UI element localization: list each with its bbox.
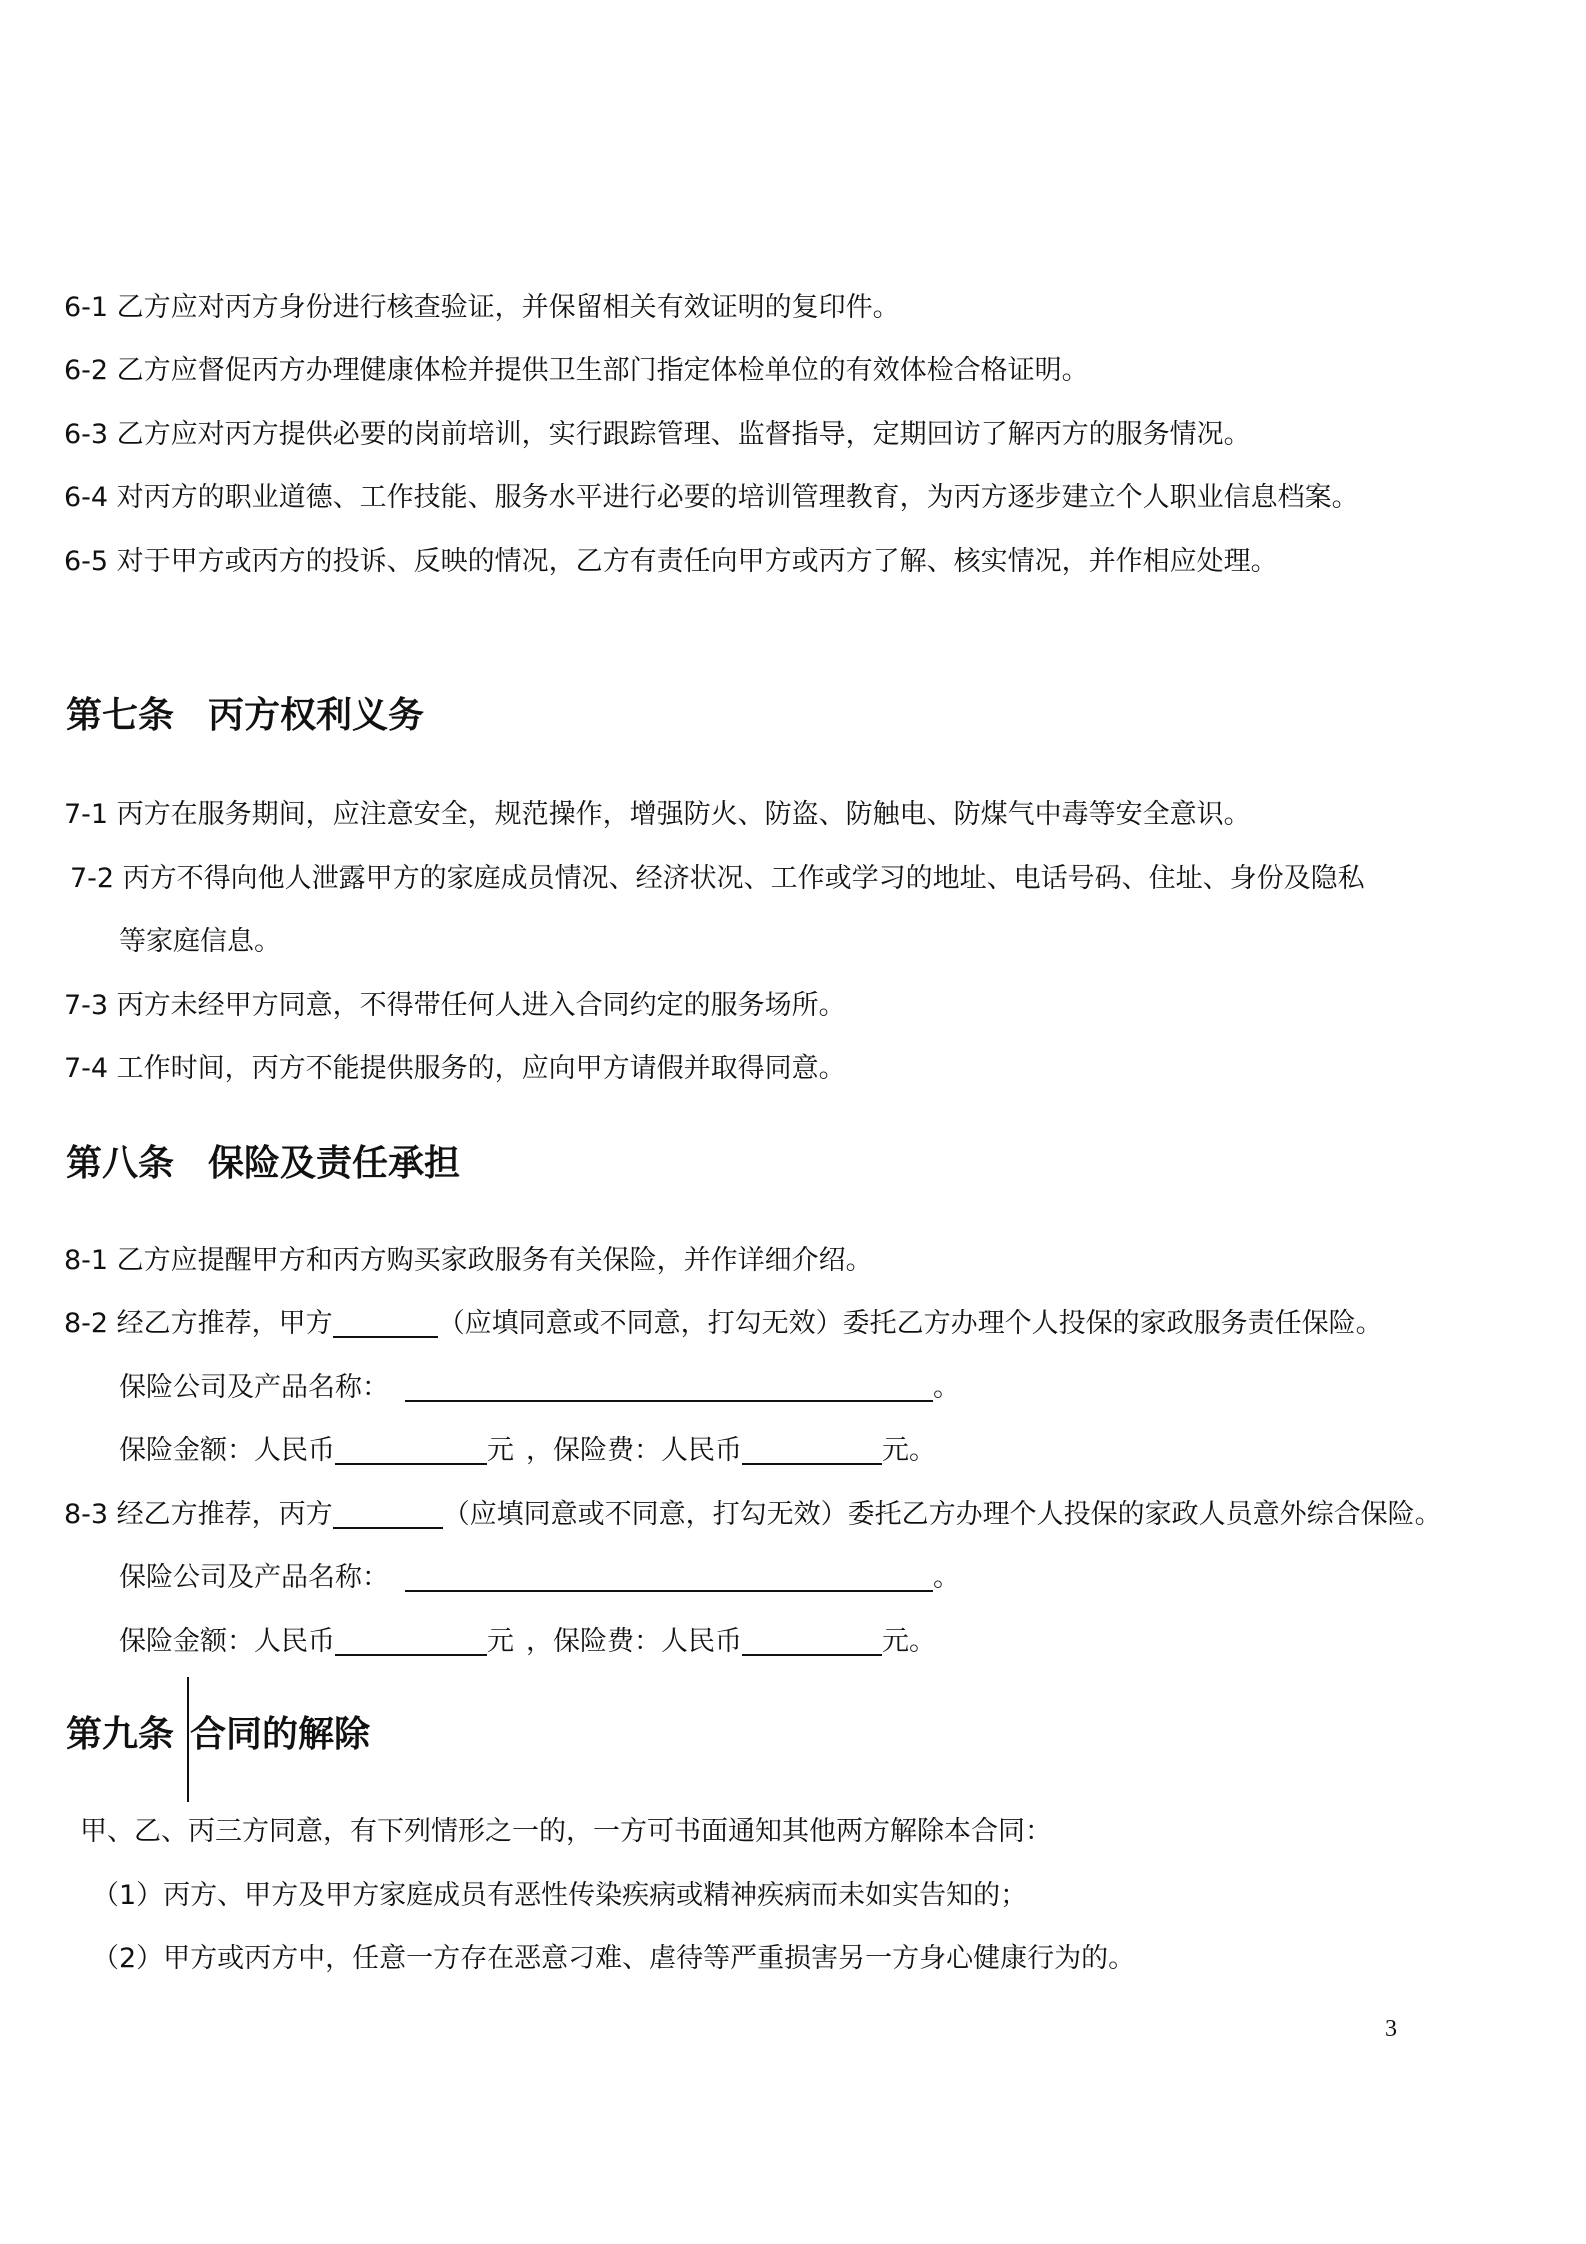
article-9-number: 第九条 bbox=[66, 1714, 175, 1755]
insured-amount-blank[interactable] bbox=[335, 1624, 487, 1656]
clause-6-4: 6-4 对丙方的职业道德、工作技能、服务水平进行必要的培训管理教育，为丙方逐步建立个人职业信息档案。 bbox=[64, 482, 1359, 513]
clause-7-2-continued: 等家庭信息。 bbox=[119, 926, 281, 957]
clause-6-2: 6-2 乙方应督促丙方办理健康体检并提供卫生部门指定体检单位的有效体检合格证明。 bbox=[64, 355, 1089, 386]
clause-7-2: 7-2 丙方不得向他人泄露甲方的家庭成员情况、经济状况、工作或学习的地址、电话号码、住址、身份及隐私 bbox=[70, 863, 1365, 894]
consent-blank-party-c[interactable] bbox=[333, 1497, 443, 1529]
insurer-name-blank[interactable] bbox=[405, 1560, 933, 1592]
insurer-period: 。 bbox=[933, 1562, 960, 1593]
insurer-label: 保险公司及产品名称： bbox=[119, 1562, 389, 1593]
clause-8-3 bbox=[64, 1497, 1442, 1533]
clause-8-1: 8-1 乙方应提醒甲方和丙方购买家政服务有关保险，并作详细介绍。 bbox=[64, 1245, 873, 1276]
article-9-item-1: （1）丙方、甲方及甲方家庭成员有恶性传染疾病或精神疾病而未如实告知的； bbox=[92, 1880, 1028, 1911]
clause-6-5: 6-5 对于甲方或丙方的投诉、反映的情况，乙方有责任向甲方或丙方了解、核实情况，并作相应处理。 bbox=[64, 546, 1278, 577]
article-9-item-2: （2）甲方或丙方中，任意一方存在恶意刁难、虐待等严重损害另一方身心健康行为的。 bbox=[92, 1943, 1136, 1974]
article-8-title: 保险及责任承担 bbox=[208, 1143, 461, 1184]
consent-blank-party-a[interactable] bbox=[333, 1306, 438, 1338]
clause-8-3-suffix: （应填同意或不同意，打勾无效）委托乙方办理个人投保的家政人员意外综合保险。 bbox=[442, 1499, 1442, 1530]
insurer-label: 保险公司及产品名称： bbox=[119, 1372, 389, 1403]
article-9-intro: 甲、乙、丙三方同意，有下列情形之一的，一方可书面通知其他两方解除本合同： bbox=[80, 1816, 1052, 1847]
insurer-line-1 bbox=[119, 1370, 960, 1406]
yuan-end-label: 元。 bbox=[882, 1626, 936, 1657]
premium-label: ，保险费：人民币 bbox=[526, 1626, 742, 1657]
article-9-title: 合同的解除 bbox=[190, 1714, 371, 1755]
insurer-name-blank[interactable] bbox=[405, 1370, 933, 1402]
yuan-end-label: 元。 bbox=[882, 1435, 936, 1466]
insurer-line-2 bbox=[119, 1560, 960, 1596]
yuan-label: 元 bbox=[487, 1435, 514, 1466]
article-7-heading bbox=[66, 693, 424, 739]
yuan-label: 元 bbox=[487, 1626, 514, 1657]
premium-blank[interactable] bbox=[742, 1624, 882, 1656]
article-8-number: 第八条 bbox=[66, 1143, 175, 1184]
premium-blank[interactable] bbox=[742, 1433, 882, 1465]
clause-7-4: 7-4 工作时间，丙方不能提供服务的，应向甲方请假并取得同意。 bbox=[64, 1053, 846, 1084]
article-7-number: 第七条 bbox=[66, 695, 175, 736]
clause-8-2-suffix: （应填同意或不同意，打勾无效）委托乙方办理个人投保的家政服务责任保险。 bbox=[437, 1308, 1383, 1339]
article-8-heading bbox=[66, 1141, 460, 1187]
clause-8-2-prefix: 8-2 经乙方推荐，甲方 bbox=[64, 1308, 333, 1339]
premium-label: ，保险费：人民币 bbox=[526, 1435, 742, 1466]
amount-line-1 bbox=[119, 1433, 936, 1469]
amount-line-2 bbox=[119, 1624, 936, 1660]
insurer-period: 。 bbox=[933, 1372, 960, 1403]
clause-8-3-prefix: 8-3 经乙方推荐，丙方 bbox=[64, 1499, 333, 1530]
page-number: 3 bbox=[1385, 2016, 1397, 2042]
clause-7-3: 7-3 丙方未经甲方同意，不得带任何人进入合同约定的服务场所。 bbox=[64, 990, 846, 1021]
clause-8-2 bbox=[64, 1306, 1383, 1342]
clause-7-1: 7-1 丙方在服务期间，应注意安全，规范操作，增强防火、防盗、防触电、防煤气中毒等安全意识。 bbox=[64, 799, 1251, 830]
clause-6-1: 6-1 乙方应对丙方身份进行核查验证，并保留相关有效证明的复印件。 bbox=[64, 292, 900, 323]
insured-amount-blank[interactable] bbox=[335, 1433, 487, 1465]
clause-6-3: 6-3 乙方应对丙方提供必要的岗前培训，实行跟踪管理、监督指导，定期回访了解丙方的服务情况。 bbox=[64, 419, 1251, 450]
amount-label: 保险金额：人民币 bbox=[119, 1626, 335, 1657]
article-9-heading bbox=[66, 1712, 370, 1758]
amount-label: 保险金额：人民币 bbox=[119, 1435, 335, 1466]
article-7-title: 丙方权利义务 bbox=[208, 695, 425, 736]
